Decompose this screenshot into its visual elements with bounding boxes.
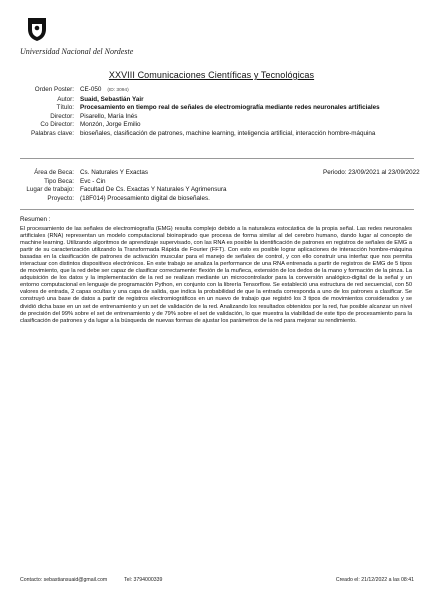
university-logo: [20, 16, 134, 62]
footer-creado: Creado el: 21/12/2022 a las 08:41: [335, 577, 414, 583]
orden-label: Orden Poster:: [34, 86, 74, 93]
tipo-label: Tipo Beca:: [44, 177, 74, 185]
tipo-value: Evc - Cin: [80, 177, 106, 185]
titulo-value: Procesamiento en tiempo real de señales de electromiografía mediante redes neuronales artificiales: [80, 104, 380, 112]
lugar-row: [20, 186, 414, 195]
resumen-text: El procesamiento de las señales de electromiografía (EMG) resulta complejo debido a la naturaleza estocástica de la propia señal. Las redes neuronales artificiales (RNA) representan un modelo computacional bioinspirado que procesa de forma similar al del cerebro humano, dando lugar al concepto de machine learning. Utilizando algoritmos de aprendizaje supervisado, con las RNA es posible la identificación de patrones en registros de señales de EMG a partir de su caracterización utilizando la Transformada Rápida de Fourier (FFT). Con esto es posible lograr aplicaciones de interacción hombre-máquina basadas en la clasificación de patrones de activación muscular para el manejo de señales de control, y con ello construir una interfaz que nos permita interactuar con distintos dispositivos electrónicos. En este trabajo se analiza la performance de una RNA entrenada a partir de registros de EMG de 5 tipos de movimiento, que la red debe ser capaz de clasificar correctamente: flexión de la muñeca, extensión de los dedos de la mano y formación de la pinza. La adquisición de los datos y la implementación de la red se realizan mediante un microcontrolador para la conversión analógico-digital de la señal y un entorno computacional en lenguaje de programación Python, en conjunto con la librería Tensorflow. Se estableció una estructura de red secuencial, con 50 valores de entrada, 2 capas ocultas y una capa de salida, que indica la probabilidad de que la entrada corresponda a uno de los patrones a clasificar. Se construyó una base de datos a partir de registros electromiográficos en un nuevo de trabajo que registró los 3 tipos de movimientos considerados y se dividió dicha base en un set de entrenamiento y un set de validación de la red. Analizando los resultados obtenidos por la red, fue posible alcanzar un nivel de precisión del 99% sobre el set de entrenamiento y de 79% sobre el set de validación, lo que muestra la viabilidad de este tipo de procesamiento para la clasificación de patrones y da lugar a la búsqueda de nuevas formas de ajustar los parámetros de la red para mejorar su rendimiento.: [20, 226, 412, 324]
autor-label: Autor:: [57, 95, 74, 103]
orden-value: CE-050: [80, 86, 102, 93]
autor-row: [20, 96, 410, 105]
periodo-value: Periodo: 23/09/2021 al 23/09/2022: [323, 169, 420, 176]
resumen-label: Resumen :: [20, 216, 51, 223]
university-name: Universidad Nacional del Nordeste: [20, 47, 134, 56]
orden-id: (ID: 3094): [107, 88, 129, 93]
proyecto-label: Proyecto:: [47, 194, 74, 202]
lugar-label: Lugar de trabajo:: [26, 186, 74, 194]
proyecto-value: (18F014) Procesamiento digital de bioseñales.: [80, 194, 210, 202]
codirector-label: Co Director:: [40, 121, 74, 129]
director-value: Pisarello, María Inés: [80, 112, 138, 120]
palabras-label: Palabras clave:: [30, 129, 74, 137]
poster-fields: [20, 86, 410, 139]
palabras-row: [20, 130, 410, 139]
titulo-row: [20, 104, 410, 113]
tipo-row: [20, 178, 414, 187]
university-crest-icon: [26, 16, 48, 42]
orden-row: [20, 86, 410, 96]
footer-tel: Tel: 3794000339: [124, 577, 163, 583]
divider: [20, 209, 414, 210]
director-label: Director:: [50, 112, 74, 120]
event-title: XXVIII Comunicaciones Científicas y Tecnológicas: [108, 70, 315, 80]
footer-contacto: Contacto: sebastiansuaid@gmail.com: [20, 577, 108, 583]
codirector-row: [20, 121, 410, 130]
autor-value: Suaid, Sebastián Yair: [80, 95, 144, 103]
director-row: [20, 113, 410, 122]
titulo-label: Título:: [56, 104, 74, 112]
beca-fields: [20, 169, 420, 203]
codirector-value: Monzón, Jorge Emilio: [80, 121, 141, 129]
lugar-value: Facultad De Cs. Exactas Y Naturales Y Agrimensura: [80, 186, 227, 194]
area-value: Cs. Naturales Y Exactas: [80, 169, 149, 176]
area-label: Área de Beca:: [34, 169, 74, 176]
proyecto-row: [20, 195, 414, 204]
divider: [20, 158, 414, 159]
palabras-value: bioseñales, clasificación de patrones, machine learning, inteligencia artificial, interacción hombre-máquina: [80, 129, 376, 137]
